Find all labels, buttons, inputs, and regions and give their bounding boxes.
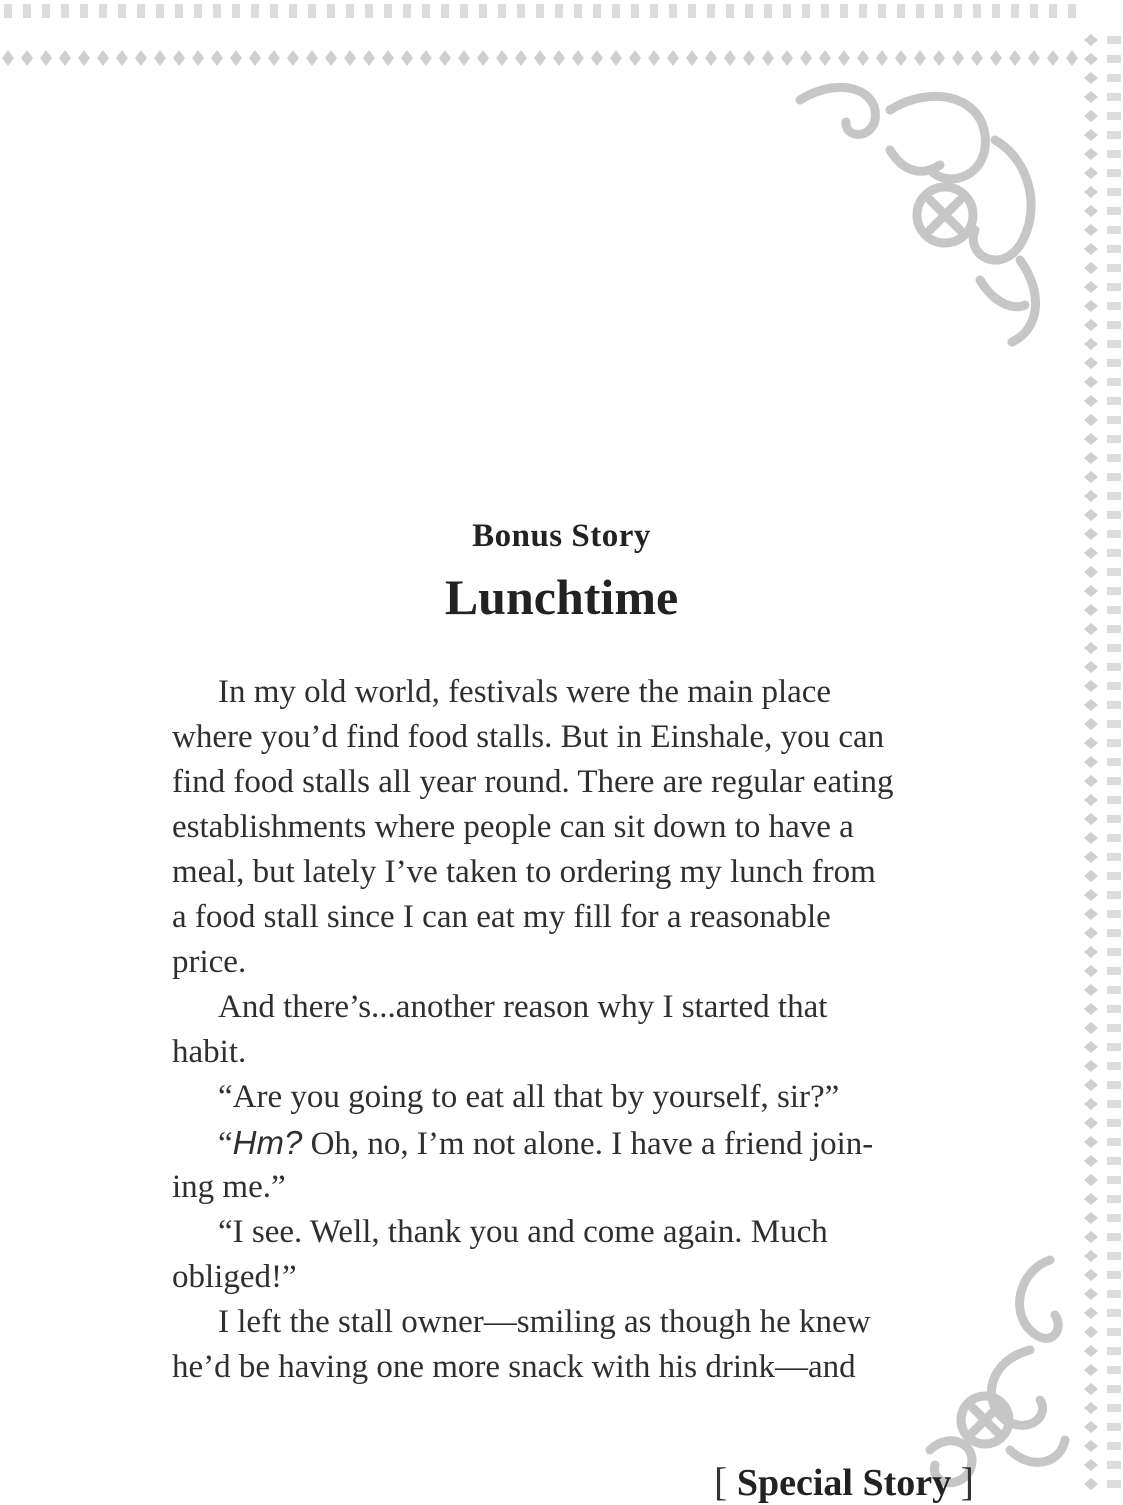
border-diamond — [876, 50, 888, 66]
border-diamond — [819, 50, 831, 66]
border-diamond — [1047, 50, 1059, 66]
border-diamond — [401, 50, 413, 66]
border-diamond — [1084, 433, 1098, 445]
border-tick — [175, 4, 183, 18]
border-tick — [1107, 1423, 1121, 1431]
border-diamond — [382, 50, 394, 66]
border-tick — [270, 4, 278, 18]
border-diamond — [154, 50, 166, 66]
body-line: where you’d find food stalls. But in Einshale, you can — [172, 719, 885, 755]
border-tick — [460, 4, 468, 18]
border-diamond — [1084, 1136, 1098, 1148]
border-diamond — [1084, 965, 1098, 977]
border-tick — [1107, 245, 1121, 253]
border-tick — [1107, 1024, 1121, 1032]
border-diamond — [1084, 1269, 1098, 1281]
border-tick — [1107, 264, 1121, 272]
border-diamond — [629, 50, 641, 66]
border-diamond — [496, 50, 508, 66]
border-tick — [1107, 1233, 1121, 1241]
border-tick — [289, 4, 297, 18]
border-tick — [1107, 1385, 1121, 1393]
border-tick — [61, 4, 69, 18]
border-diamond — [1084, 927, 1098, 939]
border-diamond — [1084, 110, 1098, 122]
border-diamond — [1084, 224, 1098, 236]
border-diamond — [477, 50, 489, 66]
border-diamond — [268, 50, 280, 66]
border-diamond — [1084, 756, 1098, 768]
border-diamond — [1028, 50, 1040, 66]
border-diamond — [1084, 1478, 1098, 1490]
border-tick — [1107, 1214, 1121, 1222]
border-diamond — [192, 50, 204, 66]
border-tick — [99, 4, 107, 18]
border-diamond — [1084, 490, 1098, 502]
border-diamond — [1084, 376, 1098, 388]
body-line: ing me.” — [172, 1169, 286, 1205]
border-diamond — [1084, 129, 1098, 141]
border-tick — [593, 4, 601, 18]
border-tick — [80, 4, 88, 18]
border-diamond — [838, 50, 850, 66]
border-diamond — [1084, 1155, 1098, 1167]
border-diamond — [1084, 262, 1098, 274]
border-tick — [1107, 93, 1121, 101]
border-tick — [1107, 739, 1121, 747]
border-diamond — [1084, 661, 1098, 673]
border-tick — [1107, 853, 1121, 861]
border-diamond — [363, 50, 375, 66]
border-diamond — [1084, 34, 1098, 46]
border-tick — [23, 4, 31, 18]
top-border-ornament — [0, 0, 1123, 78]
border-diamond — [1084, 452, 1098, 464]
border-diamond — [1084, 813, 1098, 825]
border-tick — [479, 4, 487, 18]
running-footer — [714, 1458, 974, 1504]
body-line: establishments where people can sit down to have a — [172, 809, 854, 845]
border-tick — [251, 4, 259, 18]
border-diamond — [1084, 870, 1098, 882]
border-tick — [1107, 1119, 1121, 1127]
border-diamond — [1084, 1174, 1098, 1186]
border-diamond — [667, 50, 679, 66]
line-rest: Oh, no, I’m not alone. I have a friend join- — [302, 1126, 874, 1162]
border-tick — [726, 4, 734, 18]
border-tick — [1107, 1328, 1121, 1336]
border-tick — [1107, 302, 1121, 310]
border-diamond — [116, 50, 128, 66]
border-tick — [1107, 169, 1121, 177]
border-tick — [1107, 720, 1121, 728]
border-diamond — [325, 50, 337, 66]
border-tick — [1107, 872, 1121, 880]
border-tick — [1107, 492, 1121, 500]
corner-flourish-top — [780, 80, 1060, 350]
border-tick — [1107, 625, 1121, 633]
border-tick — [384, 4, 392, 18]
border-tick — [1107, 1100, 1121, 1108]
border-tick — [1107, 834, 1121, 842]
border-diamond — [1084, 72, 1098, 84]
border-diamond — [135, 50, 147, 66]
border-tick — [1107, 1309, 1121, 1317]
border-tick — [42, 4, 50, 18]
border-diamond — [1084, 1003, 1098, 1015]
border-diamond — [648, 50, 660, 66]
border-diamond — [857, 50, 869, 66]
border-tick — [555, 4, 563, 18]
border-tick — [783, 4, 791, 18]
border-diamond — [1084, 1079, 1098, 1091]
border-diamond — [781, 50, 793, 66]
border-tick — [232, 4, 240, 18]
border-diamond — [1084, 1307, 1098, 1319]
border-diamond — [1084, 775, 1098, 787]
border-tick — [1107, 796, 1121, 804]
border-diamond — [1084, 205, 1098, 217]
border-tick — [935, 4, 943, 18]
border-tick — [1107, 1005, 1121, 1013]
border-tick — [707, 4, 715, 18]
border-tick — [118, 4, 126, 18]
border-tick — [1107, 74, 1121, 82]
border-tick — [821, 4, 829, 18]
border-diamond — [1084, 946, 1098, 958]
border-diamond — [1084, 718, 1098, 730]
border-tick — [1107, 948, 1121, 956]
border-tick — [954, 4, 962, 18]
border-diamond — [1084, 414, 1098, 426]
border-tick — [1107, 758, 1121, 766]
border-diamond — [1084, 1383, 1098, 1395]
border-tick — [878, 4, 886, 18]
border-diamond — [686, 50, 698, 66]
story-title: Lunchtime — [444, 569, 679, 625]
body-line: he’d be having one more snack with his drink—and — [172, 1349, 856, 1385]
border-diamond — [1084, 243, 1098, 255]
border-tick — [1107, 378, 1121, 386]
border-diamond — [990, 50, 1002, 66]
border-tick — [1107, 454, 1121, 462]
border-diamond — [1084, 889, 1098, 901]
border-tick — [1107, 1062, 1121, 1070]
border-tick — [1107, 1271, 1121, 1279]
border-tick — [859, 4, 867, 18]
border-diamond — [439, 50, 451, 66]
border-tick — [973, 4, 981, 18]
border-diamond — [287, 50, 299, 66]
border-tick — [1107, 644, 1121, 652]
border-tick — [156, 4, 164, 18]
border-tick — [1107, 1480, 1121, 1488]
border-tick — [1107, 131, 1121, 139]
body-line: find food stalls all year round. There are regular eating — [172, 764, 894, 800]
border-tick — [498, 4, 506, 18]
border-tick — [1107, 188, 1121, 196]
border-tick — [1107, 226, 1121, 234]
border-diamond — [591, 50, 603, 66]
border-tick — [422, 4, 430, 18]
border-tick — [916, 4, 924, 18]
border-tick — [1107, 777, 1121, 785]
border-tick — [1107, 1404, 1121, 1412]
border-tick — [327, 4, 335, 18]
border-tick — [1107, 1290, 1121, 1298]
footer-left-mark: [ — [714, 1459, 728, 1504]
border-tick — [1107, 1138, 1121, 1146]
border-diamond — [1084, 908, 1098, 920]
border-diamond — [211, 50, 223, 66]
border-tick — [897, 4, 905, 18]
body-line: In my old world, festivals were the main place — [218, 674, 832, 710]
border-diamond — [800, 50, 812, 66]
footer-label: Special Story — [736, 1462, 952, 1504]
story-label: Bonus Story — [472, 518, 651, 554]
border-diamond — [515, 50, 527, 66]
border-diamond — [705, 50, 717, 66]
story-body — [172, 670, 972, 1390]
border-diamond — [1084, 1022, 1098, 1034]
border-tick — [1107, 55, 1121, 63]
border-tick — [1107, 1081, 1121, 1089]
border-tick — [1107, 36, 1121, 44]
footer-right-mark: ] — [960, 1459, 974, 1504]
border-tick — [1049, 4, 1057, 18]
border-tick — [1107, 112, 1121, 120]
border-tick — [308, 4, 316, 18]
border-diamond — [1084, 794, 1098, 806]
border-tick — [1107, 1347, 1121, 1355]
border-diamond — [1084, 1459, 1098, 1471]
border-diamond — [1084, 1212, 1098, 1224]
border-tick — [1107, 340, 1121, 348]
border-diamond — [40, 50, 52, 66]
border-tick — [346, 4, 354, 18]
border-diamond — [1084, 1231, 1098, 1243]
body-line: habit. — [172, 1034, 247, 1070]
border-tick — [1107, 1442, 1121, 1450]
border-tick — [137, 4, 145, 18]
border-tick — [365, 4, 373, 18]
border-diamond — [553, 50, 565, 66]
border-tick — [1068, 4, 1076, 18]
border-tick — [1107, 1176, 1121, 1184]
border-tick — [1107, 397, 1121, 405]
border-diamond — [1084, 338, 1098, 350]
border-tick — [536, 4, 544, 18]
border-tick — [1107, 473, 1121, 481]
border-tick — [650, 4, 658, 18]
border-tick — [1107, 207, 1121, 215]
border-tick — [802, 4, 810, 18]
border-tick — [1107, 929, 1121, 937]
border-diamond — [1084, 699, 1098, 711]
border-tick — [517, 4, 525, 18]
border-tick — [1107, 967, 1121, 975]
border-diamond — [610, 50, 622, 66]
border-tick — [1107, 815, 1121, 823]
border-tick — [1107, 321, 1121, 329]
border-tick — [1107, 891, 1121, 899]
border-diamond — [1084, 1098, 1098, 1110]
body-line: obliged!” — [172, 1259, 297, 1295]
border-tick — [745, 4, 753, 18]
border-tick — [403, 4, 411, 18]
border-tick — [764, 4, 772, 18]
border-diamond — [1084, 300, 1098, 312]
border-diamond — [2, 50, 14, 66]
border-diamond — [1084, 1288, 1098, 1300]
border-tick — [194, 4, 202, 18]
border-diamond — [1084, 281, 1098, 293]
border-diamond — [59, 50, 71, 66]
border-diamond — [344, 50, 356, 66]
body-line: “I see. Well, thank you and come again. Much — [218, 1214, 828, 1250]
border-diamond — [173, 50, 185, 66]
border-diamond — [97, 50, 109, 66]
border-tick — [1107, 910, 1121, 918]
border-diamond — [230, 50, 242, 66]
border-diamond — [572, 50, 584, 66]
border-tick — [4, 4, 12, 18]
right-border-ornament — [1083, 0, 1123, 1500]
border-tick — [1107, 1252, 1121, 1260]
border-diamond — [1084, 642, 1098, 654]
border-diamond — [1084, 91, 1098, 103]
border-diamond — [1084, 1440, 1098, 1452]
border-diamond — [1084, 1364, 1098, 1376]
body-line: a food stall since I can eat my fill for a reasonable — [172, 899, 831, 935]
border-tick — [1107, 701, 1121, 709]
border-diamond — [1084, 1041, 1098, 1053]
border-diamond — [1084, 737, 1098, 749]
border-diamond — [1084, 167, 1098, 179]
border-diamond — [762, 50, 774, 66]
border-tick — [1107, 1195, 1121, 1203]
border-tick — [612, 4, 620, 18]
border-diamond — [724, 50, 736, 66]
border-tick — [1107, 1157, 1121, 1165]
border-diamond — [1084, 1402, 1098, 1414]
border-diamond — [1084, 319, 1098, 331]
border-tick — [1107, 150, 1121, 158]
border-diamond — [1084, 1326, 1098, 1338]
border-diamond — [971, 50, 983, 66]
border-tick — [840, 4, 848, 18]
border-diamond — [534, 50, 546, 66]
border-tick — [631, 4, 639, 18]
border-diamond — [1084, 851, 1098, 863]
border-tick — [1107, 682, 1121, 690]
border-diamond — [1084, 832, 1098, 844]
border-tick — [1107, 1366, 1121, 1374]
border-diamond — [1084, 148, 1098, 160]
border-tick — [1107, 416, 1121, 424]
border-diamond — [914, 50, 926, 66]
border-diamond — [1084, 1117, 1098, 1129]
border-diamond — [458, 50, 470, 66]
border-diamond — [1084, 53, 1098, 65]
border-diamond — [1009, 50, 1021, 66]
border-diamond — [1084, 680, 1098, 692]
border-tick — [688, 4, 696, 18]
italic-word: Hm? — [232, 1124, 303, 1161]
border-diamond — [895, 50, 907, 66]
border-diamond — [1084, 471, 1098, 483]
border-diamond — [933, 50, 945, 66]
border-tick — [574, 4, 582, 18]
body-line: And there’s...another reason why I started that — [218, 989, 828, 1025]
border-diamond — [1084, 1345, 1098, 1357]
border-diamond — [1084, 1250, 1098, 1262]
border-diamond — [1084, 1060, 1098, 1072]
border-diamond — [306, 50, 318, 66]
body-line: “Are you going to eat all that by yourself, sir?” — [218, 1079, 840, 1115]
border-diamond — [78, 50, 90, 66]
border-tick — [213, 4, 221, 18]
border-diamond — [1066, 50, 1078, 66]
border-tick — [441, 4, 449, 18]
border-tick — [1011, 4, 1019, 18]
border-tick — [669, 4, 677, 18]
border-diamond — [1084, 1193, 1098, 1205]
border-tick — [1107, 663, 1121, 671]
border-tick — [1107, 283, 1121, 291]
border-diamond — [1084, 984, 1098, 996]
border-diamond — [743, 50, 755, 66]
border-diamond — [1084, 357, 1098, 369]
border-tick — [1107, 359, 1121, 367]
border-tick — [1107, 1043, 1121, 1051]
body-line: I left the stall owner—smiling as though he knew — [218, 1304, 871, 1340]
border-diamond — [249, 50, 261, 66]
border-tick — [1107, 435, 1121, 443]
body-line: price. — [172, 944, 247, 980]
border-diamond — [1084, 395, 1098, 407]
border-tick — [1107, 986, 1121, 994]
border-diamond — [420, 50, 432, 66]
body-line — [172, 1120, 972, 1165]
border-tick — [1030, 4, 1038, 18]
border-diamond — [21, 50, 33, 66]
border-tick — [1107, 1461, 1121, 1469]
border-tick — [992, 4, 1000, 18]
quote-mark: “ — [218, 1126, 233, 1162]
border-diamond — [1084, 1421, 1098, 1433]
body-line: meal, but lately I’ve taken to ordering my lunch from — [172, 854, 876, 890]
border-diamond — [952, 50, 964, 66]
border-diamond — [1084, 186, 1098, 198]
